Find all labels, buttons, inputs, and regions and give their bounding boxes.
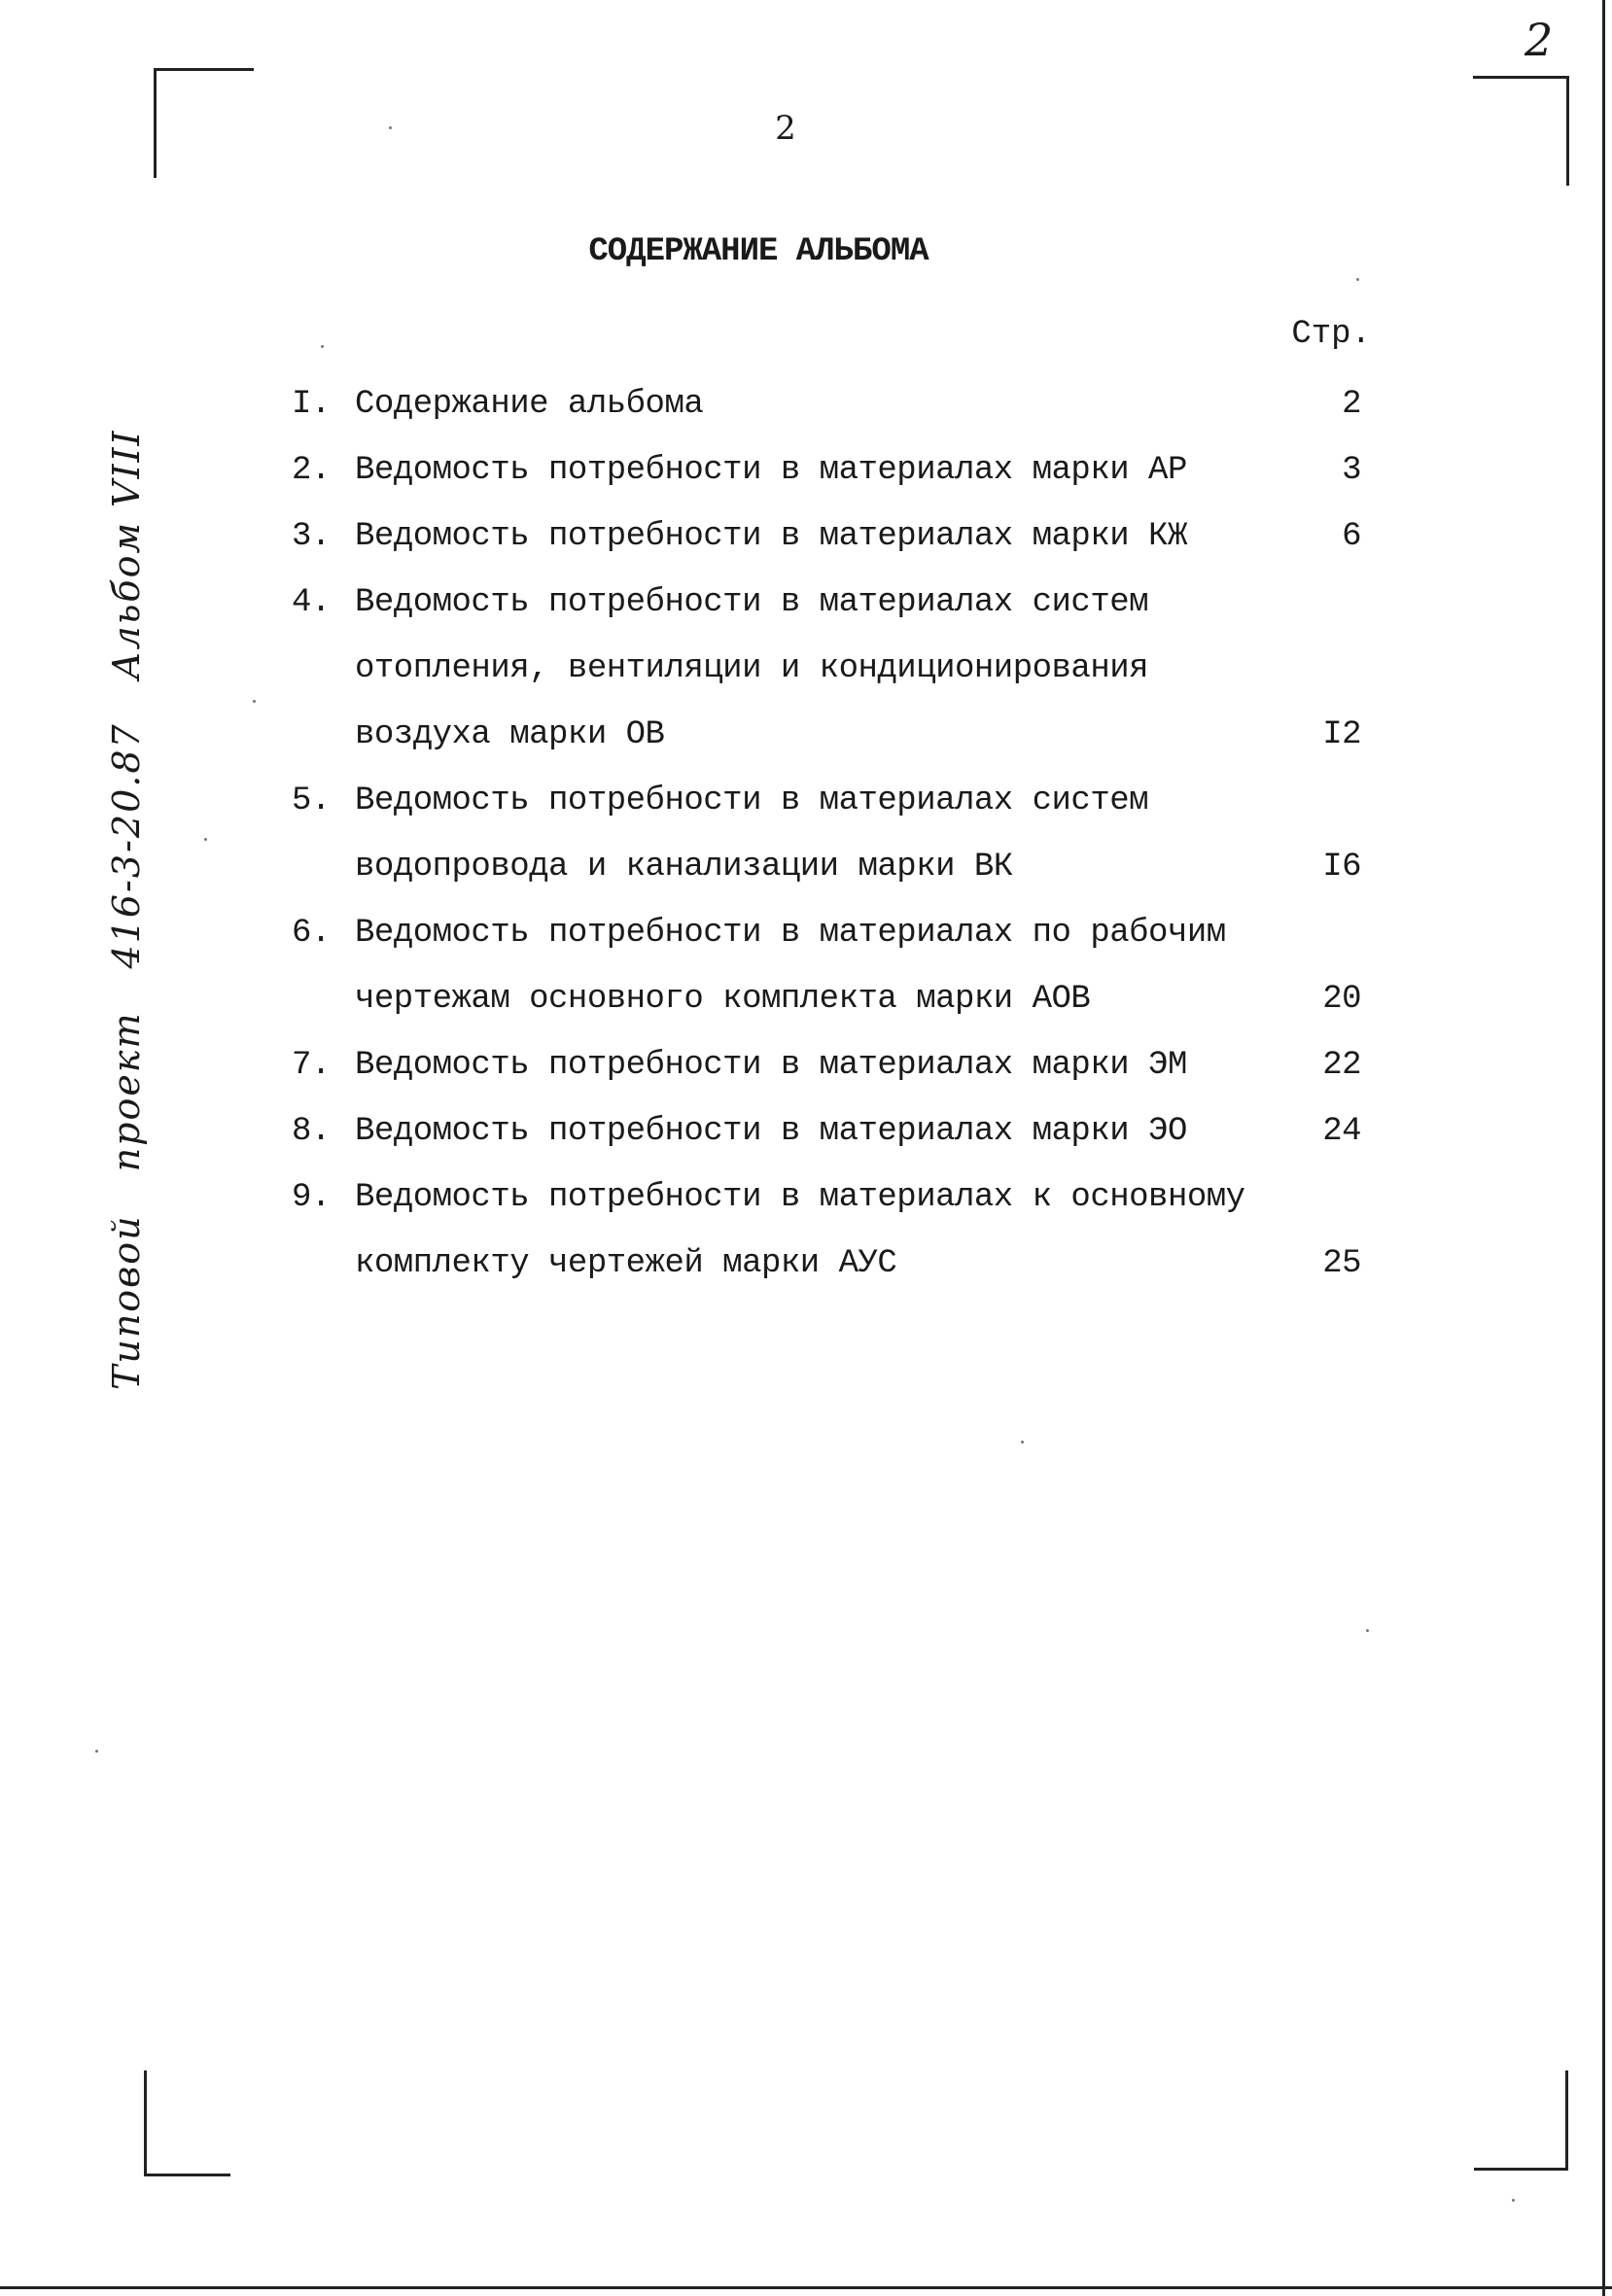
toc-item-text: Ведомость потребности в материалах по рабочим (355, 915, 1226, 952)
scan-speck (1512, 2199, 1515, 2202)
toc-item-number: 7. (292, 1047, 331, 1084)
toc-item-number: I. (292, 386, 331, 423)
toc-item-number: 6. (292, 915, 331, 952)
scan-speck (1366, 1629, 1369, 1632)
page-edge-bottom (0, 2286, 1612, 2289)
toc-item-text: Содержание альбома (355, 386, 704, 423)
toc-line (0, 1170, 1458, 1225)
corner-mark-bottom-left (144, 2070, 230, 2176)
toc-item-page: I6 (1322, 849, 1361, 886)
toc-item-page: 3 (1342, 452, 1361, 489)
toc-item-page: 22 (1322, 1047, 1361, 1084)
toc-item-text: Ведомость потребности в материалах марки ЭО (355, 1113, 1187, 1150)
toc-line (0, 708, 1458, 762)
toc-item-text: воздуха марки ОВ (355, 716, 665, 753)
toc-line (0, 443, 1458, 498)
toc-item-number: 8. (292, 1113, 331, 1150)
toc-line (0, 1038, 1458, 1093)
corner-mark-top-left (154, 68, 254, 178)
toc-item-text: Ведомость потребности в материалах к основному (355, 1179, 1245, 1216)
toc-item-text: Ведомость потребности в материалах систем (355, 783, 1149, 819)
corner-mark-top-right (1473, 76, 1569, 186)
scan-speck (1356, 278, 1359, 281)
toc-item-text: комплекту чертежей марки АУС (355, 1245, 897, 1282)
toc-line (0, 1104, 1458, 1159)
toc-line (0, 575, 1458, 630)
toc-line (0, 774, 1458, 828)
side-label (105, 428, 148, 1390)
toc-item-text: Ведомость потребности в материалах марки КЖ (355, 518, 1187, 555)
toc-item-text: Ведомость потребности в материалах марки АР (355, 452, 1187, 489)
side-label-code: 416-3-20.87 (105, 722, 148, 969)
toc-item-text: чертежам основного комплекта марки АОВ (355, 981, 1091, 1018)
toc-item-number: 3. (292, 518, 331, 555)
toc-item-text: отопления, вентиляции и кондиционирования (355, 650, 1149, 687)
toc-line (0, 1236, 1458, 1291)
toc-line (0, 840, 1458, 894)
toc-line (0, 642, 1458, 696)
toc-item-number: 9. (292, 1179, 331, 1216)
toc-item-page: 24 (1322, 1113, 1361, 1150)
toc-line (0, 509, 1458, 564)
scan-speck (253, 700, 256, 703)
corner-mark-bottom-right (1474, 2070, 1568, 2171)
scan-speck (204, 838, 207, 841)
toc-item-number: 5. (292, 783, 331, 819)
toc-item-page: I2 (1322, 716, 1361, 753)
toc-line (0, 377, 1458, 432)
toc-item-page: 25 (1322, 1245, 1361, 1282)
side-label-type: Типовой (105, 1214, 148, 1390)
side-label-album: Альбом VIII (105, 429, 148, 680)
toc-item-number: 4. (292, 584, 331, 621)
toc-item-page: 20 (1322, 981, 1361, 1018)
page-column-label: Стр. (1291, 316, 1371, 353)
scan-speck (95, 1750, 98, 1753)
toc-line (0, 906, 1458, 960)
side-label-project: проект (105, 1011, 148, 1172)
toc-item-number: 2. (292, 452, 331, 489)
toc-item-text: Ведомость потребности в материалах марки ЭМ (355, 1047, 1187, 1084)
page-edge-right (1602, 0, 1605, 2296)
toc-line (0, 972, 1458, 1026)
toc-item-text: Ведомость потребности в материалах систем (355, 584, 1149, 621)
sheet-number: 2 (1524, 14, 1554, 66)
toc-item-page: 6 (1342, 518, 1361, 555)
page-number: 2 (775, 109, 796, 148)
toc-item-text: водопровода и канализации марки ВК (355, 849, 1013, 886)
scan-speck (389, 126, 392, 129)
scan-speck (321, 345, 324, 348)
toc-item-page: 2 (1342, 386, 1361, 423)
scan-speck (1021, 1441, 1024, 1444)
page-title: СОДЕРЖАНИЕ АЛЬБОМА (588, 233, 929, 270)
